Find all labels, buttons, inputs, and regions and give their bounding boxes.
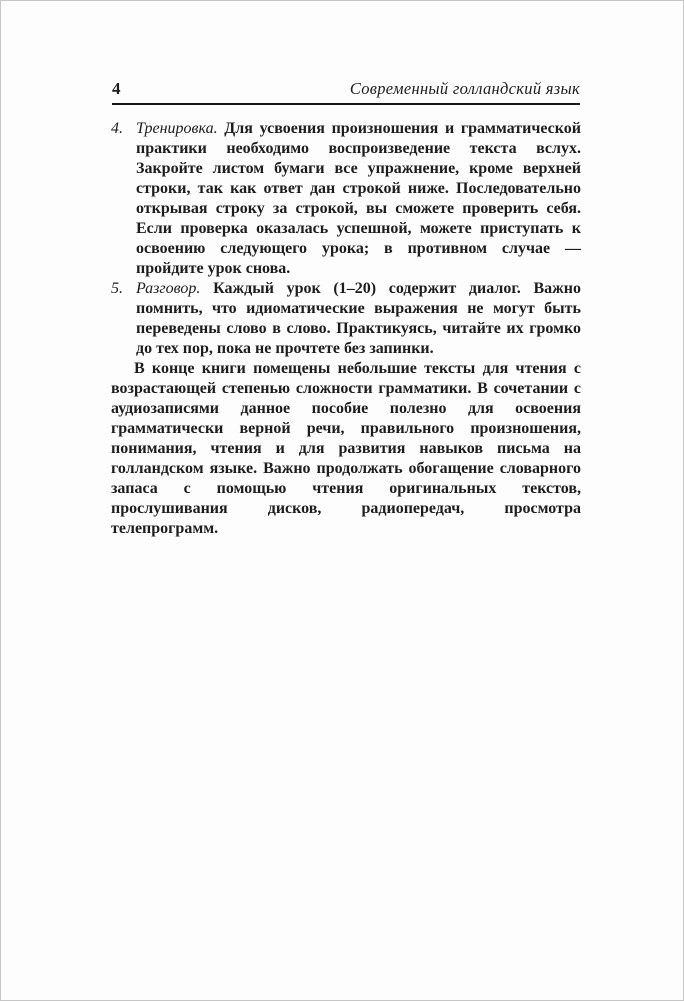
list-item [111, 119, 581, 279]
list-item-body: Для усвоения произношения и грамматической практики необходимо воспроизведение текста вслух. Закройте листом бумаги все упражнение, кроме верхней строки, так как ответ дан строкой ниже. Последовательно открывая строку за строкой, вы сможете проверить себя. Если проверка оказалась успешной, можете приступать к освоению следующего урока; в противном случае — пройдите урок снова. [136, 120, 582, 277]
list-item-text [136, 279, 581, 359]
page-body [111, 119, 581, 539]
page-title: Современный голландский язык [349, 79, 580, 98]
closing-paragraph: В конце книги помещены небольшие тексты для чтения с возрастающей степенью сложности грамматики. В сочетании с аудиозаписями данное пособие полезно для освоения грамматически верной речи, правильного произношения, понимания, чтения и для развития навыков письма на голландском языке. Важно продолжать обогащение словарного запаса с помощью чтения оригинальных текстов, прослушивания дисков, радиопередач, просмотра телепрограмм. [111, 360, 581, 537]
list-item-lead: Тренировка. [136, 120, 218, 137]
running-header [112, 80, 580, 105]
list-item-number: 5. [111, 280, 123, 297]
list-item-body: Каждый урок (1–20) содержит диалог. Важно помнить, что идиоматические выражения не могут быть переведены слово в слово. Практикуясь, читайте их громко до тех пор, пока не прочтете без запинки. [136, 280, 582, 357]
list-item-number: 4. [111, 120, 123, 137]
list-item-text [136, 119, 581, 279]
list-item [111, 279, 581, 359]
list-item-lead: Разговор. [136, 280, 201, 297]
page-number: 4 [112, 79, 121, 98]
